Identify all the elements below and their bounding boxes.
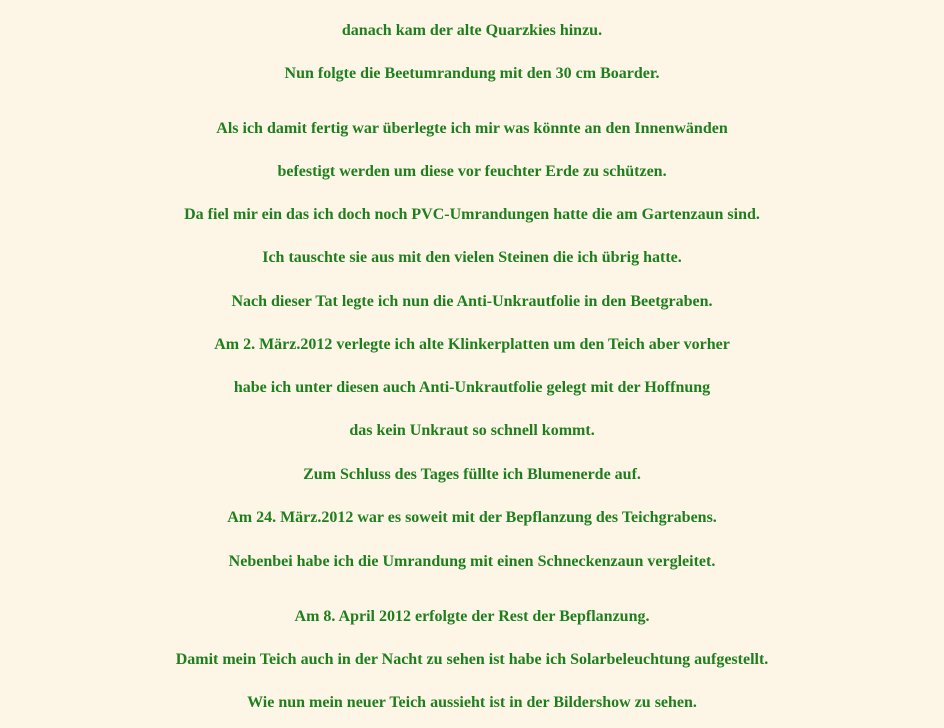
text-line: Am 24. März.2012 war es soweit mit der Bepflanzung des Teichgrabens. [227, 509, 717, 526]
text-line: Als ich damit fertig war überlegte ich mir was könnte an den Innenwänden [216, 120, 728, 137]
text-line: Wie nun mein neuer Teich aussieht ist in der Bildershow zu sehen. [247, 694, 697, 711]
text-line: Damit mein Teich auch in der Nacht zu sehen ist habe ich Solarbeleuchtung aufgestellt. [175, 651, 769, 668]
text-line: Nebenbei habe ich die Umrandung mit einen Schneckenzaun vergleitet. [228, 553, 716, 570]
text-line: Am 8. April 2012 erfolgte der Rest der Bepflanzung. [294, 608, 650, 625]
text-line: habe ich unter diesen auch Anti-Unkrautfolie gelegt mit der Hoffnung [233, 379, 711, 396]
text-line: danach kam der alte Quarzkies hinzu. [341, 22, 603, 39]
text-line: Nun folgte die Beetumrandung mit den 30 cm Boarder. [284, 65, 660, 82]
text-line: Am 2. März.2012 verlegte ich alte Klinkerplatten um den Teich aber vorher [214, 336, 730, 353]
text-line: das kein Unkraut so schnell kommt. [349, 422, 595, 439]
text-line: Zum Schluss des Tages füllte ich Blumenerde auf. [303, 466, 641, 483]
text-line: befestigt werden um diese vor feuchter Erde zu schützen. [277, 163, 667, 180]
text-line: Nach dieser Tat legte ich nun die Anti-Unkrautfolie in den Beetgraben. [231, 293, 713, 310]
text-line: Ich tauschte sie aus mit den vielen Steinen die ich übrig hatte. [262, 249, 682, 266]
text-line: Da fiel mir ein das ich doch noch PVC-Umrandungen hatte die am Gartenzaun sind. [184, 206, 760, 223]
